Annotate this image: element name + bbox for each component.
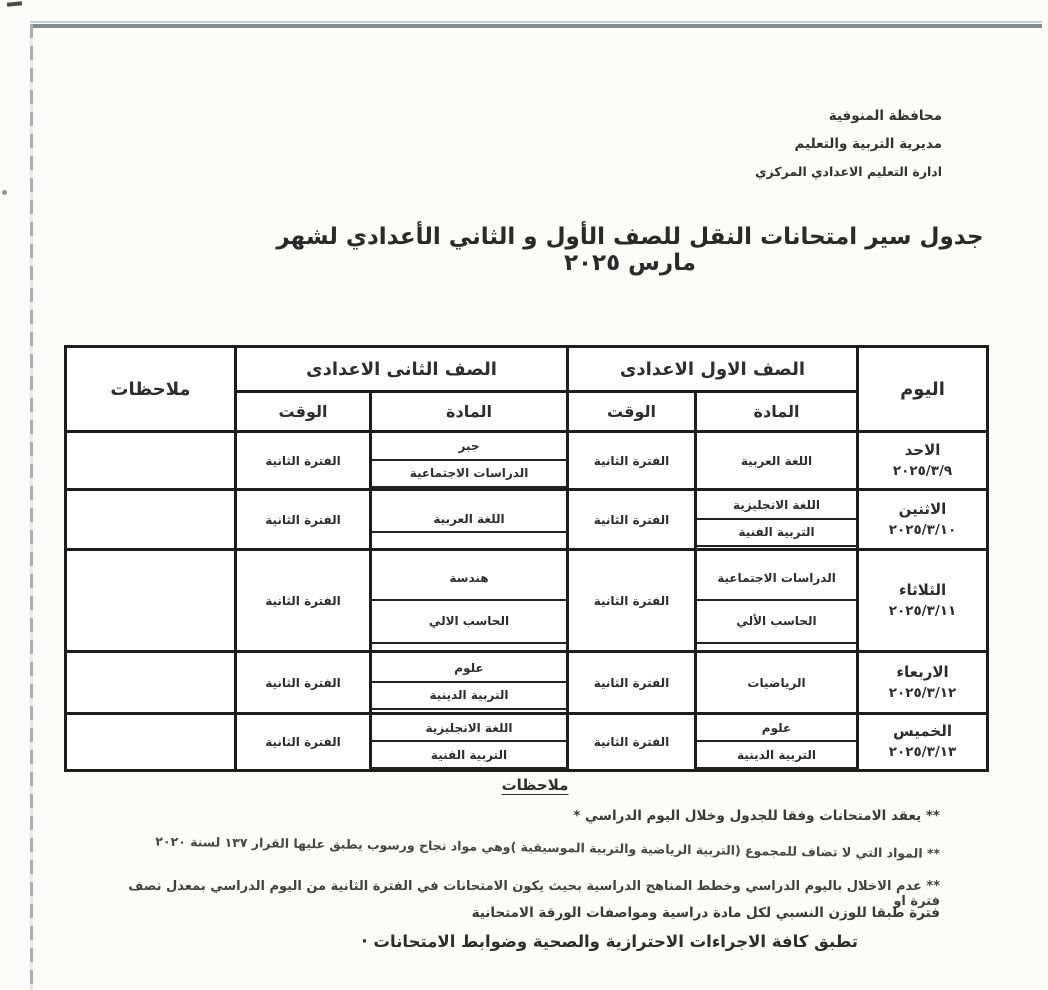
grade1-time-cell: الفترة الثانية [568,714,696,771]
scan-left-edge [30,24,33,990]
day-name: الخميس [893,722,952,740]
day-cell [858,714,988,771]
day-cell [858,432,988,490]
subject-entry: اللغة العربية [740,453,813,468]
scan-speck [2,190,7,195]
day-date: ٢٠٢٥/٣/١١ [888,602,957,619]
grade1-time-cell: الفترة الثانية [568,490,696,550]
subject-entry: الدراسات الاجتماعية [697,558,856,601]
grade2-subject-cell [371,714,568,771]
table-row-tuesday [66,550,988,652]
col-header-grade2: الصف الثانى الاعدادى [236,347,568,392]
notes-cell [66,550,236,652]
grade1-time-cell: الفترة الثانية [568,652,696,714]
scan-top-edge-light [30,21,1042,23]
grade1-subject-cell [696,714,858,771]
note-line: ** عدم الاخلال باليوم الدراسي وخطط المناهج الدراسية بحيث يكون الامتحانات في الفترة الثانية من اليوم الدراسي بمعدل نصف فترة او [128,879,940,909]
grade2-subject-cell [371,652,568,714]
grade2-time-cell: الفترة الثانية [236,652,371,714]
day-name: الاحد [904,440,941,459]
col-header-notes: ملاحظات [66,347,236,432]
agency-line-administration: ادارة التعليم الاعدادي المركزي [755,164,942,179]
grade2-subject-cell [371,432,568,490]
col-header-grade2-time: الوقت [236,392,371,432]
document-title: جدول سير امتحانات النقل للصف الأول و الثاني الأعدادي لشهر مارس ٢٠٢٥ [276,224,984,276]
subject-entry: الحاسب الالي [372,601,566,644]
exam-schedule-table [64,345,989,772]
subject-entry: علوم [697,715,856,742]
grade2-time-cell: الفترة الثانية [236,490,371,550]
col-header-grade1-time: الوقت [568,392,696,432]
letterhead [755,102,942,186]
day-cell [858,490,988,550]
grade2-subject-cell [371,490,568,550]
col-header-grade1-subject: المادة [696,392,858,432]
grade1-subject-cell [696,550,858,652]
scan-corner-mark [7,1,22,7]
header-group-row [66,347,988,392]
subject-entry: اللغة الانجليزية [372,715,566,742]
subject-entry: جبر [372,434,566,461]
notes-cell [66,432,236,490]
subject-entry: الدراسات الاجتماعية [372,461,566,488]
day-name: الاربعاء [896,662,949,681]
notes-cell [66,652,236,714]
subject-entry: اللغة الانجليزية [697,493,856,520]
notes-cell [66,490,236,550]
grade1-subject-cell [696,432,858,490]
table-row-sunday [66,432,988,490]
day-cell [858,550,988,652]
scan-top-edge [30,24,1042,28]
notes-cell [66,714,236,771]
grade2-time-cell: الفترة الثانية [236,550,371,652]
notes-section-heading: ملاحظات [501,776,569,794]
subject-entry: هندسة [372,558,566,601]
subject-entry: التربية الدينية [372,683,566,710]
day-date: ٢٠٢٥/٣/١٣ [888,744,957,760]
subject-entry: التربية الفنية [697,520,856,547]
day-name: الاثنين [898,499,947,518]
grade1-time-cell: الفترة الثانية [568,550,696,652]
agency-line-directorate: مديرية التربية والتعليم [794,136,942,152]
table-row-wednesday [66,652,988,714]
note-final: تطبق كافة الاجراءات الاحترازية والصحية وضوابط الامتحانات · [361,932,858,951]
grade1-subject-cell [696,652,858,714]
col-header-day: اليوم [858,347,988,432]
day-date: ٢٠٢٥/٣/٩ [892,462,953,479]
col-header-grade2-subject: المادة [371,392,568,432]
table-row-thursday [66,714,988,771]
subject-entry: التربية الفنية [372,742,566,769]
subject-entry: الحاسب الألي [697,601,856,644]
table-row-monday [66,490,988,550]
day-cell [858,652,988,714]
day-date: ٢٠٢٥/٣/١٢ [888,684,957,701]
grade2-subject-cell [371,550,568,652]
subject-entry: الرياضيات [747,675,806,690]
day-date: ٢٠٢٥/٣/١٠ [888,521,957,538]
note-line: ** المواد التي لا تضاف للمجموع (التربية الرياضية والتربية الموسيقية )وهي مواد نجاح ورسوب يطبق عليها القرار ١٣٧ لسنة ٢٠٢٠ [155,833,941,861]
grade2-time-cell: الفترة الثانية [236,714,371,771]
grade2-time-cell: الفترة الثانية [236,432,371,490]
subject-entry: التربية الدينية [697,742,856,769]
subject-entry: اللغة العربية [372,506,566,533]
grade1-subject-cell [696,490,858,550]
note-line: ** يعقد الامتحانات وفقا للجدول وخلال اليوم الدراسي * [573,808,940,824]
note-line: فترة طبقا للوزن النسبي لكل مادة دراسية ومواصفات الورقة الامتحانية [471,905,940,921]
subject-entry: علوم [372,656,566,683]
agency-line-governorate: محافظة المنوفية [828,108,942,124]
day-name: الثلاثاء [898,580,947,599]
grade1-time-cell: الفترة الثانية [568,432,696,490]
col-header-grade1: الصف الاول الاعدادى [568,347,858,392]
